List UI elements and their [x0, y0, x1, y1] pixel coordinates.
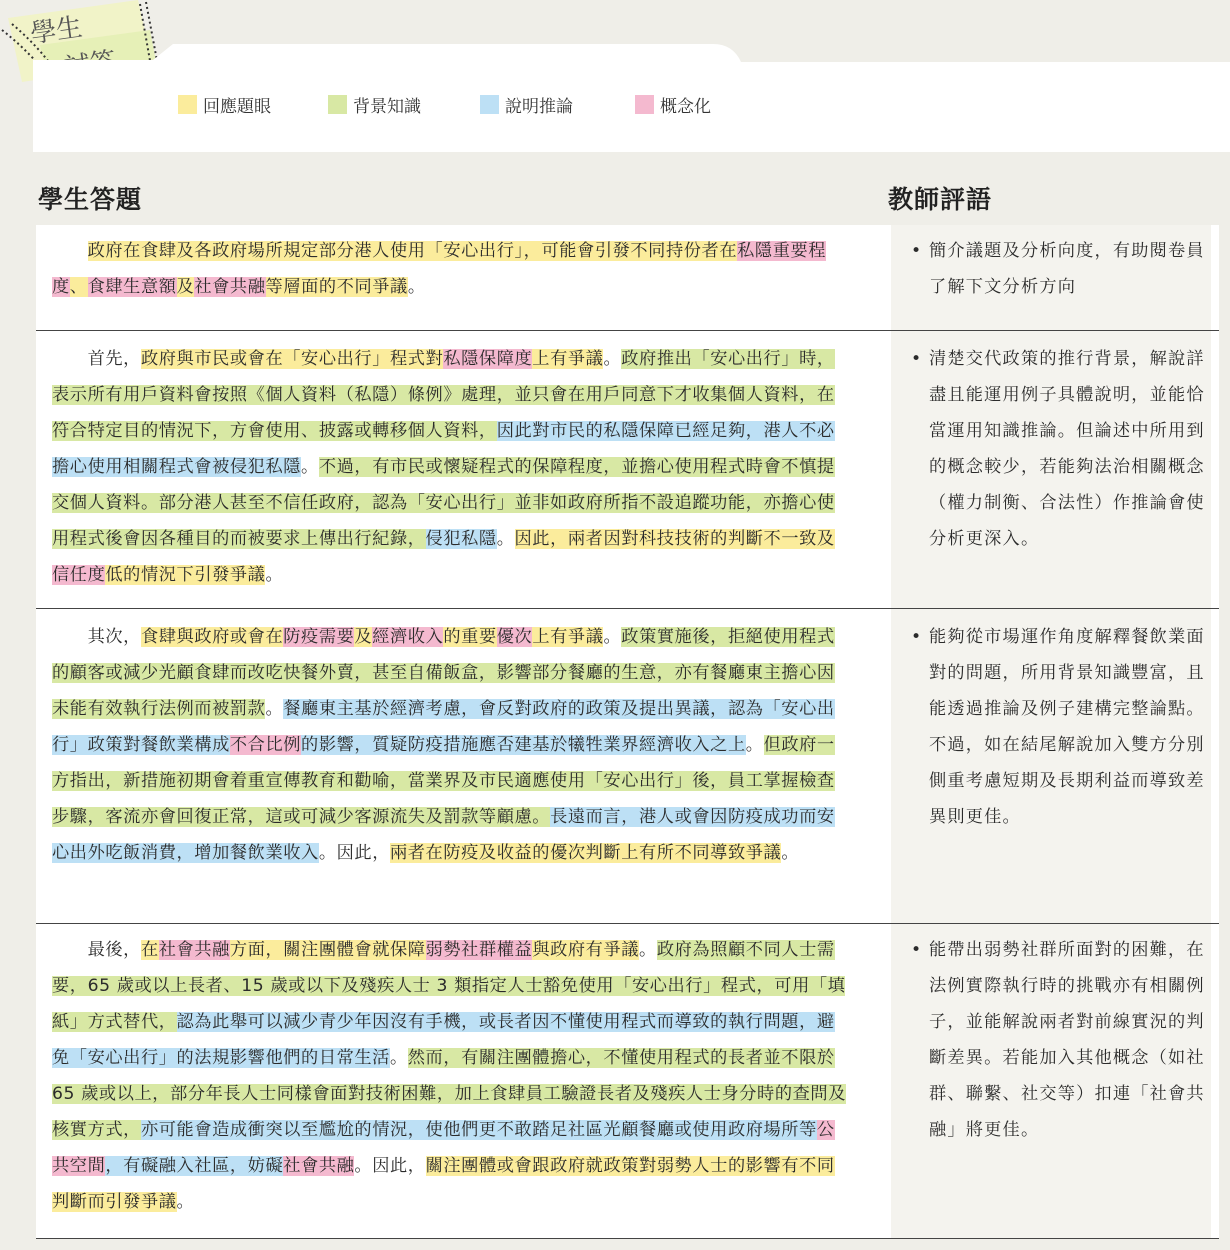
answer-segment: 侵犯私隱 [425, 529, 497, 549]
legend-swatch [328, 95, 347, 114]
comment-item: • 能夠從市場運作角度解釋餐飲業面對的問題，所用背景知識豐富，且能透過推論及例子建構完整論點。不過，如在結尾解說加入雙方分別側重考慮短期及長期利益而導致差異則更佳。 [911, 619, 1209, 835]
answer-segment: 不過，有市民或懷疑程式的保障程度，並擔心使用程式時會不慎提交個人資料。部分港人甚至不信任政府，認為「安心出行」並非如政府所指不設追蹤功能，亦擔心使用程式後會因各種目的而被要求上傳出行紀錄， [52, 457, 835, 549]
answer-table [36, 225, 1219, 1239]
answer-segment: 。 [389, 1048, 408, 1068]
legend-swatch [635, 95, 654, 114]
answer-segment: 。 [265, 699, 284, 719]
answer-segment: 兩者在防疫及收益的優次判斷上有所不同導致爭議 [389, 843, 782, 863]
answer-row-business [36, 609, 1219, 924]
answer-segment: 與政府有爭議 [532, 940, 640, 960]
answer-segment: 最後， [52, 940, 141, 960]
answer-segment: 優次 [496, 627, 533, 647]
student-answer-header: 學生答題 [38, 185, 143, 214]
answer-segment: 弱勢社群權益 [425, 940, 533, 960]
answer-segment: 政策實施後，拒絕使用程式的顧客或減少光顧食肆而改吃快餐外賣，甚至自備飯盒，影響部分餐廳的生意，亦有餐廳東主擔心因未能有效執行法例而被罰款 [52, 627, 835, 719]
legend-item [328, 92, 421, 117]
answer-segment: 。 [407, 277, 426, 297]
answer-segment: 。 [301, 457, 319, 477]
answer-segment: 。 [496, 529, 515, 549]
answer-segment: 防疫需要 [283, 627, 355, 647]
answer-segment: ，有礙融入社區，妨礙 [105, 1156, 284, 1176]
legend-label: 說明推論 [505, 97, 573, 117]
student-answer-text [52, 932, 850, 1220]
answer-segment: 公共空間 [52, 1120, 835, 1176]
legend-swatch [178, 95, 197, 114]
teacher-comment [891, 225, 1211, 330]
answer-segment: 。因此， [318, 843, 390, 863]
answer-segment: 認為此舉可以減少青少年因沒有手機，或長者因不懂使用程式而導致的執行問題，避免「安心出行」的法規影響他們的日常生活 [52, 1012, 835, 1068]
answer-segment: 上有爭議 [532, 349, 604, 369]
answer-segment: 。 [745, 735, 764, 755]
student-answer-text [52, 341, 850, 593]
answer-segment: 上有爭議 [532, 627, 604, 647]
answer-segment: 。 [781, 843, 800, 863]
legend-label: 回應題眼 [203, 97, 271, 117]
answer-segment: 餐廳東主基於經濟考慮，會反對政府的政策及提出異議，認為「安心出行」政策對餐飲業構成 [52, 699, 835, 755]
answer-segment: 食肆生意額 [87, 277, 177, 297]
answer-segment: 及 [354, 627, 373, 647]
legend-item [635, 92, 711, 117]
answer-segment: 不合比例 [229, 735, 302, 755]
answer-segment: 政府為照顧不同人士需要，65 歲或以上長者、15 歲或以下及殘疾人士 3 類指定人士豁免使用「安心出行」程式，可用「填紙」方式替代， [52, 940, 846, 1032]
answer-segment: 。 [639, 940, 657, 960]
answer-row-privacy [36, 331, 1219, 609]
answer-segment: 因此，兩者因對科技技術的判斷不一致及 [514, 529, 835, 549]
answer-segment: 的重要 [443, 627, 497, 647]
answer-segment: 社會共融 [283, 1156, 355, 1176]
answer-segment: 首先， [52, 349, 141, 369]
answer-segment: 。 [265, 565, 284, 585]
comment-item: • 清楚交代政策的推行背景，解說詳盡且能運用例子具體說明，並能恰當運用知識推論。但論述中所用到的概念較少，若能夠法治相關概念（權力制衡、合法性）作推論會使分析更深入。 [911, 341, 1209, 557]
legend-swatch [480, 95, 499, 114]
comment-item: • 能帶出弱勢社群所面對的困難，在法例實際執行時的挑戰亦有相關例子，並能解說兩者對前線實況的判斷差異。若能加入其他概念（如社群、聯繫、社交等）扣連「社會共融」將更佳。 [911, 932, 1209, 1148]
answer-segment: 。 [176, 1192, 195, 1212]
answer-segment: 長遠而言，港人或會因防疫成功而安心出外吃飯消費，增加餐飲業收入 [52, 807, 835, 863]
answer-segment: 及 [176, 277, 195, 297]
legend-item [480, 92, 573, 117]
answer-segment: 政府在食肆及各政府場所規定部分港人使用「安心出行」，可能會引發不同持份者在 [87, 241, 738, 261]
answer-row-inclusion [36, 924, 1219, 1239]
answer-segment: 私隱重要程度 [52, 241, 827, 297]
answer-segment: 方面，關注團體會就保障 [229, 940, 426, 960]
answer-segment: 低的情況下引發爭議 [105, 565, 266, 585]
legend-label: 背景知識 [353, 97, 421, 117]
answer-segment: 。 [603, 349, 622, 369]
answer-segment: 經濟收入 [372, 627, 444, 647]
legend-item [178, 92, 271, 117]
legend-label: 概念化 [660, 97, 711, 117]
answer-segment: 政府與市民或會在「安心出行」程式對 [140, 349, 444, 369]
teacher-comment [891, 924, 1211, 1238]
answer-segment: 其次， [52, 627, 141, 647]
teacher-comment-header: 教師評語 [888, 185, 993, 214]
answer-segment: 因此對市民的私隱保障已經足夠，港人不必擔心使用相關程式會被侵犯私隱 [52, 421, 835, 477]
answer-segment: 、 [69, 277, 88, 297]
answer-segment: 亦可能會造成衝突以至尷尬的情況，使他們更不敢踏足社區光顧餐廳或使用政府場所等 [140, 1120, 817, 1140]
answer-segment: 食肆與政府或會在 [140, 627, 284, 647]
answer-segment: 等層面的不同爭議 [265, 277, 408, 297]
teacher-comment [891, 331, 1211, 608]
answer-segment: 信任度 [52, 565, 106, 585]
answer-segment: 關注團體或會跟政府就政策對弱勢人士的影響有不同判斷而引發爭議 [52, 1156, 835, 1212]
answer-segment: 。 [603, 627, 622, 647]
answer-segment: 社會共融 [158, 940, 230, 960]
answer-segment: 社會共融 [194, 277, 266, 297]
answer-segment: 在 [140, 940, 159, 960]
answer-segment: 然而，有關注團體擔心，不懂使用程式的長者並不限於 65 歲或以上，部分年長人士同樣會面對技術困難，加上食肆員工驗證長者及殘疾人士身分時的查問及核實方式， [52, 1048, 846, 1140]
student-answer-text [52, 233, 850, 305]
teacher-comment [891, 609, 1211, 923]
answer-segment: 但政府一方指出，新措施初期會着重宣傳教育和勸喻，當業界及市民適應使用「安心出行」後，員工掌握檢查步驟，客流亦會回復正常，這或可減少客源流失及罰款等顧慮。 [52, 735, 835, 827]
answer-row-intro [36, 225, 1219, 331]
answer-segment: 的影響，質疑防疫措施應否建基於犧牲業界經濟收入之上 [301, 735, 746, 755]
answer-segment: 政府推出「安心出行」時，表示所有用戶資料會按照《個人資料（私隱）條例》處理，並只會在用戶同意下才收集個人資料，在符合特定目的情況下，方會使用、披露或轉移個人資料， [52, 349, 835, 441]
answer-segment: 私隱保障度 [443, 349, 533, 369]
answer-segment: 。因此， [354, 1156, 426, 1176]
answer-segment [52, 241, 88, 261]
badge-line1: 學生 [28, 12, 85, 50]
student-answer-text [52, 619, 850, 871]
comment-item: • 簡介議題及分析向度，有助閱卷員了解下文分析方向 [911, 233, 1209, 305]
